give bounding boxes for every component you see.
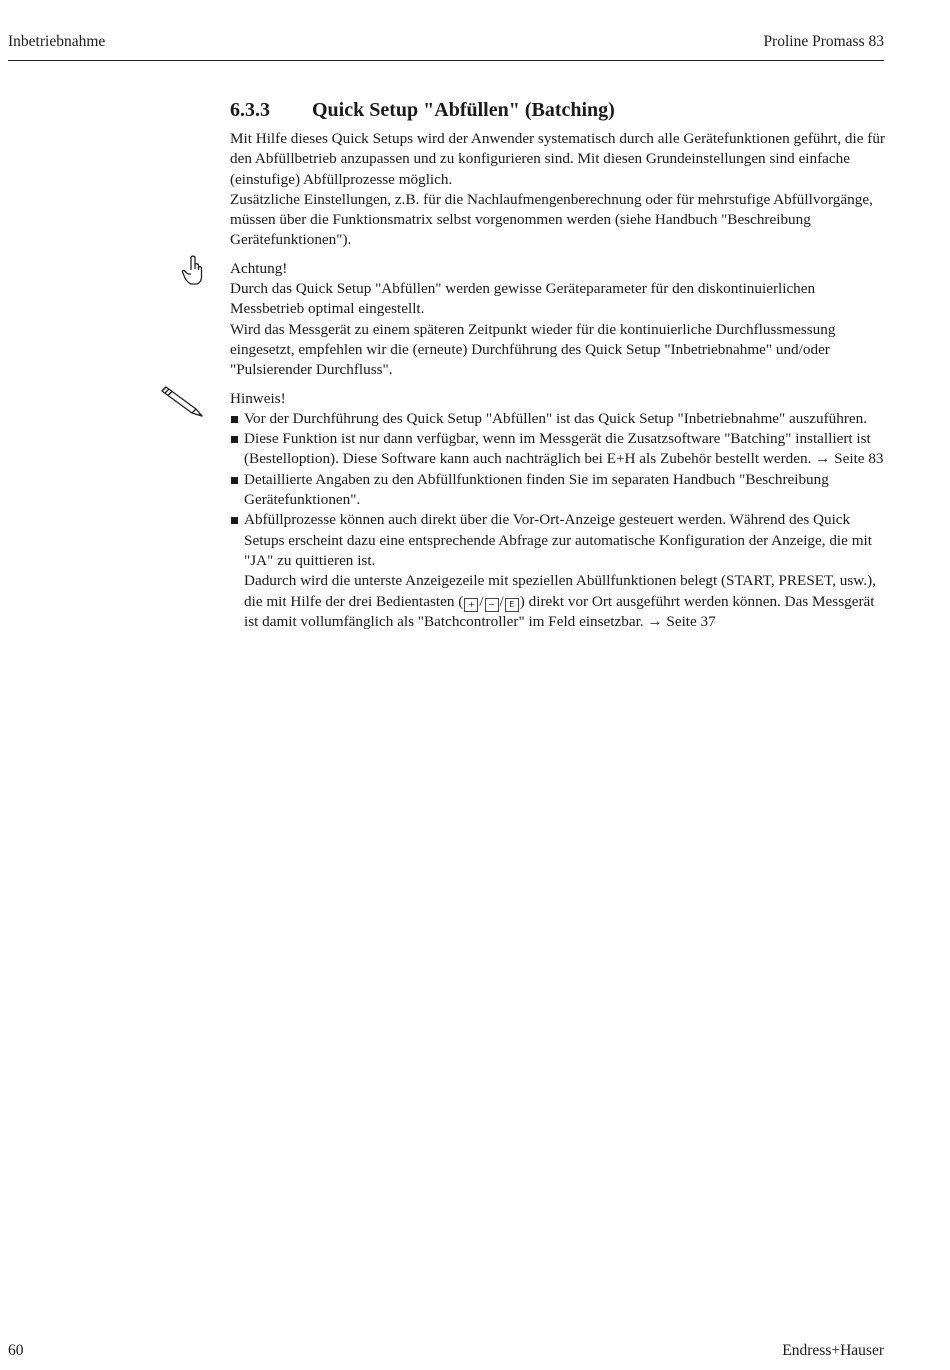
- intro-paragraph: Zusätzliche Einstellungen, z.B. für die Nachlaufmengenberechnung oder für mehrstufige Abfüllvorgänge, müssen über die Funktionsmatrix selbst vorgenommen werden (siehe Handbuch "Beschreibung Gerätefunktionen").: [230, 190, 873, 249]
- bullet-square-icon: [231, 477, 238, 484]
- list-item-text: ) direkt vor Ort ausgeführt werden können. Das Messgerät ist damit vollumfänglich als "Batchcontroller" im Feld einsetzbar.: [244, 592, 875, 630]
- list-item-text: Vor der Durchführung des Quick Setup "Abfüllen" ist das Quick Setup "Inbetriebnahme" auszuführen.: [244, 409, 868, 427]
- list-item: Abfüllprozesse können auch direkt über die Vor-Ort-Anzeige gesteuert werden. Während des Quick Setups erscheint dazu eine entsprechende Abfrage zur automatische Konfiguration der Anzeige, die mit "JA" zu quittieren ist. Dadurch wird die unterste Anzeigezeile mit speziellen Abüllfunktionen belegt (START, PRESET, usw.), die mit Hilfe der drei Bedientasten ( + / − / E ) direkt vor Ort ausgeführt werden können. Das Messgerät ist damit vollumfänglich als "Batchcontroller" im Feld einsetzbar. → Seite 37: [230, 510, 886, 632]
- bullet-square-icon: [231, 517, 238, 524]
- hint-block: [230, 389, 886, 633]
- caution-paragraph: Durch das Quick Setup "Abfüllen" werden gewisse Geräteparameter für den diskontinuierlichen Messbetrieb optimal eingestellt.: [230, 280, 816, 318]
- enter-key-icon: E: [505, 598, 519, 612]
- footer-brand: Endress+Hauser: [782, 1342, 884, 1359]
- section-title-text: Quick Setup "Abfüllen" (Batching): [312, 99, 615, 121]
- page-reference-link[interactable]: → Seite 83: [815, 450, 884, 468]
- page-number: 60: [8, 1342, 24, 1359]
- caution-block: [230, 259, 886, 381]
- pencil-icon: [158, 383, 206, 419]
- minus-key-icon: −: [485, 598, 499, 612]
- intro-block: [230, 129, 886, 251]
- hint-list: [230, 409, 886, 632]
- caution-paragraph: Wird das Messgerät zu einem späteren Zeitpunkt wieder für die kontinuierliche Durchflussmessung eingesetzt, empfehlen wir die (erneute) Durchführung des Quick Setup "Inbetriebnahme" und/oder "Pulsierender Durchfluss".: [230, 320, 836, 379]
- list-item: [230, 409, 886, 429]
- list-item-text: Diese Funktion ist nur dann verfügbar, wenn im Messgerät die Zusatzsoftware "Batching" installiert ist (Bestelloption). Diese Software kann auch nachträglich bei E+H als Zubehör bestellt werden.: [244, 430, 871, 468]
- intro-paragraph: Mit Hilfe dieses Quick Setups wird der Anwender systematisch durch alle Gerätefunktionen geführt, die für den Abfüllbetrieb anzupassen und zu konfigurieren sind. Mit diesen Grundeinstellungen sind einfache (einstufige) Abfüllprozesse möglich.: [230, 130, 885, 188]
- list-item-text: Dadurch wird die unterste Anzeigezeile mit speziellen Abüllfunktionen belegt (START, PRESET, usw.), die mit Hilfe der drei Bedientasten (: [244, 572, 876, 610]
- list-item: [230, 429, 886, 470]
- section-number: 6.3.3: [230, 99, 270, 121]
- main-content: [230, 97, 886, 640]
- caution-label: Achtung!: [230, 259, 288, 277]
- header-divider: [8, 60, 884, 61]
- plus-key-icon: +: [464, 598, 478, 612]
- bullet-square-icon: [231, 416, 238, 423]
- bullet-square-icon: [231, 436, 238, 443]
- pointing-hand-icon: [158, 253, 206, 289]
- hint-label: Hinweis!: [230, 389, 286, 407]
- section-title: [230, 97, 886, 123]
- header-chapter: Inbetriebnahme: [8, 33, 106, 50]
- list-item-text: Abfüllprozesse können auch direkt über die Vor-Ort-Anzeige gesteuert werden. Während des Quick Setups erscheint dazu eine entsprechende Abfrage zur automatische Konfiguration der Anzeige, die mit "JA" zu quittieren ist.: [244, 511, 872, 569]
- list-item-text: Detaillierte Angaben zu den Abfüllfunktionen finden Sie im separaten Handbuch "Beschreibung Gerätefunktionen".: [244, 470, 829, 509]
- page-reference-link[interactable]: → Seite 37: [647, 612, 716, 630]
- header-product: Proline Promass 83: [763, 33, 884, 50]
- list-item: [230, 470, 886, 511]
